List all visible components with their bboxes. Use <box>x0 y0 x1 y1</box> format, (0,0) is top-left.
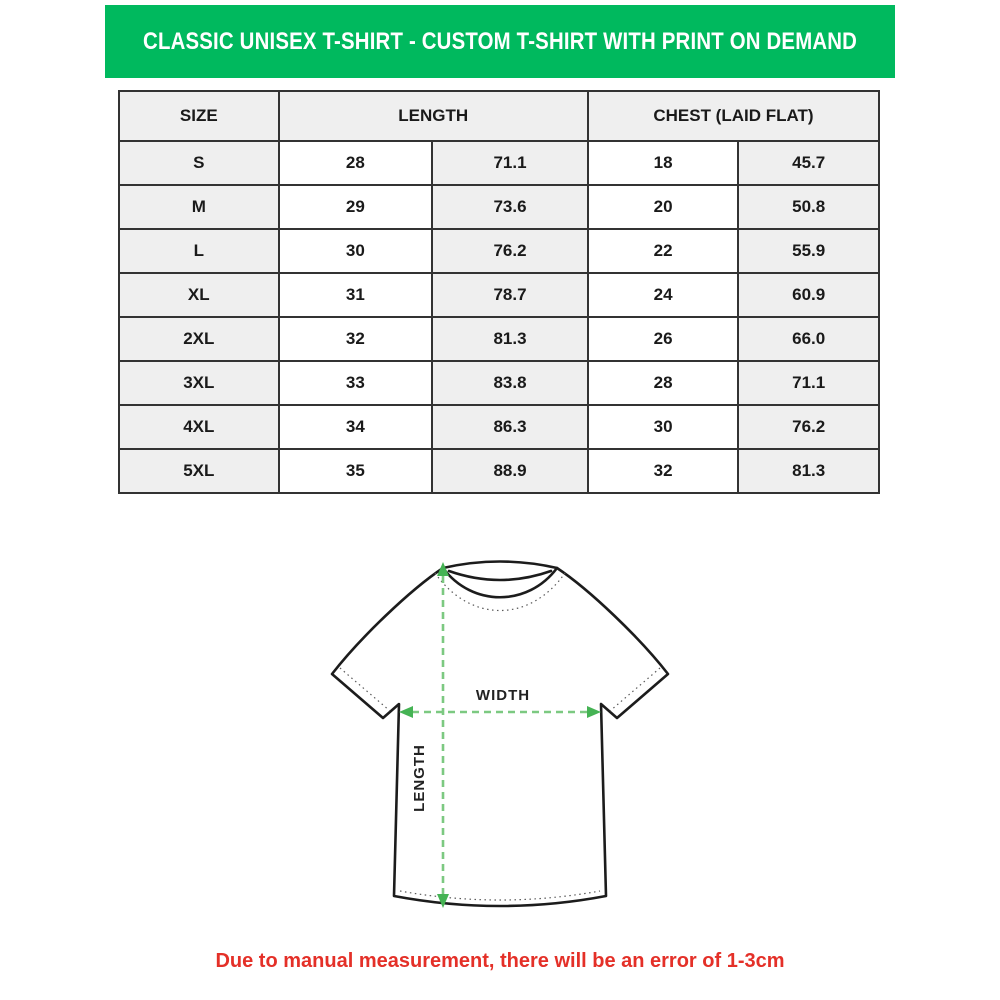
cell-length-in: 30 <box>279 229 433 273</box>
cell-length-cm: 78.7 <box>432 273 588 317</box>
table-row <box>119 185 879 229</box>
table-row <box>119 405 879 449</box>
length-label: LENGTH <box>411 744 428 812</box>
cell-chest-in: 32 <box>588 449 738 493</box>
cell-length-cm: 88.9 <box>432 449 588 493</box>
cell-chest-cm: 55.9 <box>738 229 879 273</box>
table-row <box>119 449 879 493</box>
cell-chest-cm: 76.2 <box>738 405 879 449</box>
cell-chest-cm: 45.7 <box>738 141 879 185</box>
cell-chest-cm: 71.1 <box>738 361 879 405</box>
cell-size: M <box>119 185 279 229</box>
cell-size: XL <box>119 273 279 317</box>
table-header-row <box>119 91 879 141</box>
col-header-length: LENGTH <box>279 91 588 141</box>
width-label: WIDTH <box>475 687 531 704</box>
cell-chest-in: 26 <box>588 317 738 361</box>
measurement-note: Due to manual measurement, there will be an error of 1-3cm <box>215 950 785 972</box>
cell-length-cm: 76.2 <box>432 229 588 273</box>
cell-size: 2XL <box>119 317 279 361</box>
cell-size: 5XL <box>119 449 279 493</box>
cell-length-in: 29 <box>279 185 433 229</box>
cell-size: S <box>119 141 279 185</box>
cell-length-in: 34 <box>279 405 433 449</box>
cell-length-in: 33 <box>279 361 433 405</box>
cell-size: 4XL <box>119 405 279 449</box>
col-header-size: SIZE <box>119 91 279 141</box>
cell-length-cm: 81.3 <box>432 317 588 361</box>
tshirt-diagram <box>320 550 680 940</box>
cell-chest-cm: 50.8 <box>738 185 879 229</box>
cell-length-cm: 86.3 <box>432 405 588 449</box>
cell-length-in: 31 <box>279 273 433 317</box>
cell-length-cm: 71.1 <box>432 141 588 185</box>
cell-length-in: 35 <box>279 449 433 493</box>
table-row <box>119 273 879 317</box>
col-header-chest: CHEST (LAID FLAT) <box>588 91 879 141</box>
cell-length-in: 32 <box>279 317 433 361</box>
cell-size: 3XL <box>119 361 279 405</box>
table-row <box>119 229 879 273</box>
table-row <box>119 317 879 361</box>
cell-chest-cm: 66.0 <box>738 317 879 361</box>
cell-chest-in: 28 <box>588 361 738 405</box>
cell-chest-in: 30 <box>588 405 738 449</box>
table-row <box>119 141 879 185</box>
cell-length-cm: 73.6 <box>432 185 588 229</box>
cell-chest-in: 24 <box>588 273 738 317</box>
cell-size: L <box>119 229 279 273</box>
cell-chest-in: 18 <box>588 141 738 185</box>
tshirt-outline <box>332 562 668 907</box>
cell-chest-cm: 81.3 <box>738 449 879 493</box>
title-banner <box>105 5 895 78</box>
table-row <box>119 361 879 405</box>
cell-length-in: 28 <box>279 141 433 185</box>
size-chart-table <box>118 90 880 494</box>
cell-chest-cm: 60.9 <box>738 273 879 317</box>
page-title: CLASSIC UNISEX T-SHIRT - CUSTOM T-SHIRT WITH PRINT ON DEMAND <box>142 27 858 55</box>
cell-length-cm: 83.8 <box>432 361 588 405</box>
cell-chest-in: 20 <box>588 185 738 229</box>
cell-chest-in: 22 <box>588 229 738 273</box>
